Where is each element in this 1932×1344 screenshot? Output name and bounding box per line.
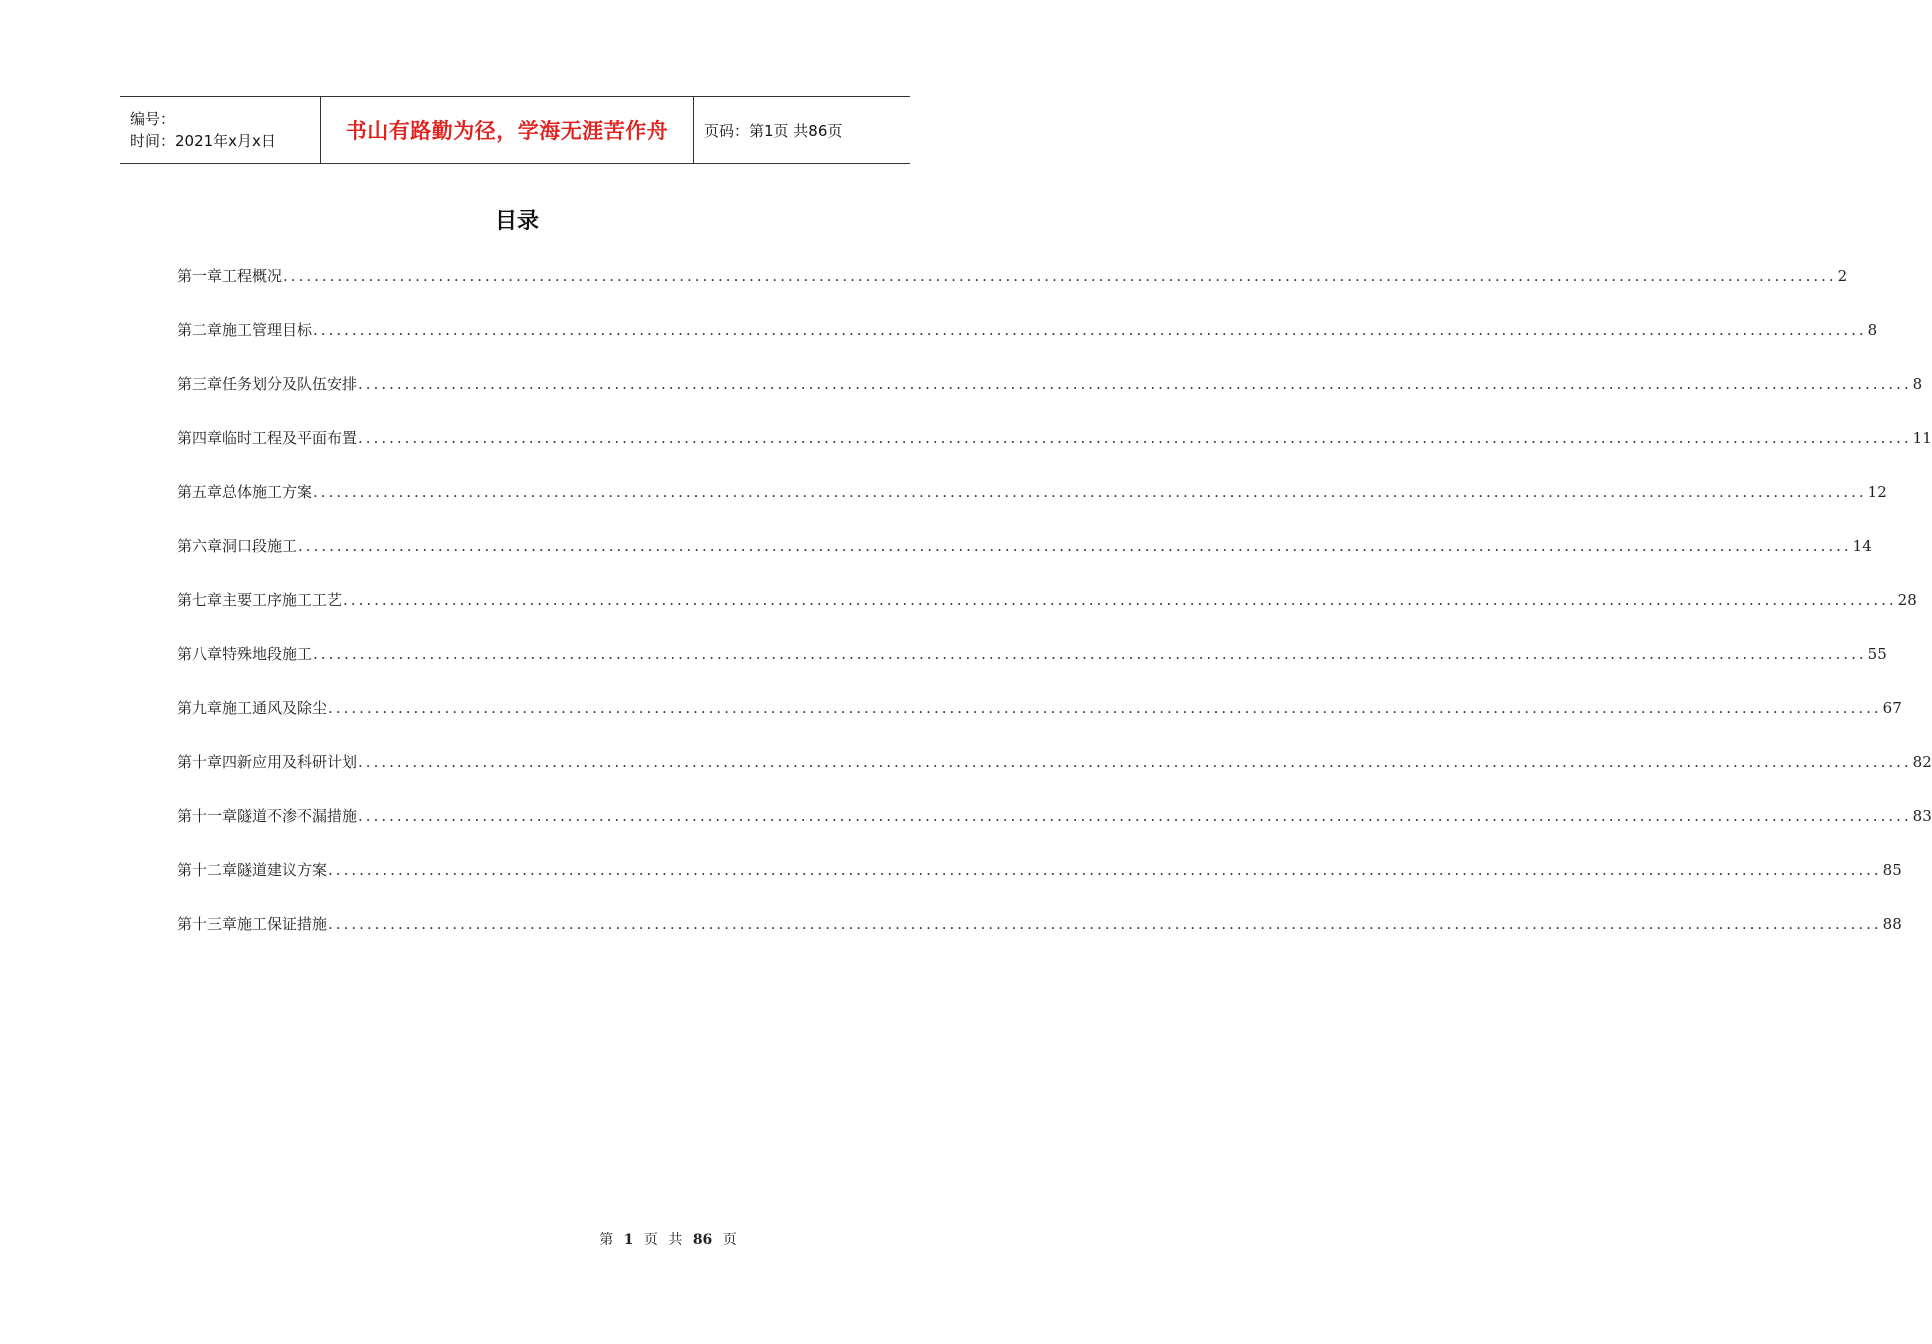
toc-dot-leader: ........................................................................................................................................................................................................ [343,591,1897,609]
toc-page-number: 28 [1897,591,1917,609]
toc-title: 目录 [494,209,539,234]
toc-dot-leader: ........................................................................................................................................................................................................ [358,753,1912,771]
toc-page-number: 2 [1837,267,1848,285]
toc-chapter-number: 第一章 [177,267,223,285]
toc-chapter-title: 隧道建议方案 [237,861,328,879]
toc-chapter-number: 第六章 [177,537,223,555]
toc-chapter-number: 第四章 [177,429,223,447]
toc-chapter-title: 施工通风及除尘 [222,699,328,717]
toc-entry[interactable] [177,694,1902,748]
toc-dot-leader: ........................................................................................................................................................................................................ [328,699,1882,717]
footer-suffix: 页 [722,1232,737,1248]
toc-entry[interactable] [177,316,1878,370]
toc-chapter-title: 特殊地段施工 [222,645,313,663]
footer-current-page: 1 [623,1232,634,1248]
toc-page-number: 85 [1882,861,1902,879]
toc-chapter-title: 四新应用及科研计划 [222,753,358,771]
document-time-label: 时间：2021年x月x日 [130,132,276,150]
toc-chapter-number: 第二章 [177,321,223,339]
toc-chapter-number: 第十一章 [177,807,238,825]
toc-chapter-number: 第七章 [177,591,223,609]
header-slogan: 书山有路勤为径，学海无涯苦作舟 [321,97,694,163]
toc-chapter-title: 施工保证措施 [237,915,328,933]
toc-dot-leader: ........................................................................................................................................................................................................ [328,861,1882,879]
toc-page-number: 12 [1867,483,1887,501]
toc-chapter-title: 主要工序施工工艺 [222,591,343,609]
toc-entry[interactable] [177,532,1872,586]
toc-page-number: 8 [1867,321,1878,339]
toc-dot-leader: ........................................................................................................................................................................................................ [358,807,1912,825]
toc-chapter-number: 第五章 [177,483,223,501]
toc-entry[interactable] [177,856,1902,910]
toc-page-number: 82 [1912,753,1932,771]
toc-entry[interactable] [177,586,1917,640]
table-of-contents [177,262,1932,964]
toc-chapter-title: 洞口段施工 [222,537,298,555]
toc-entry[interactable] [177,262,1848,316]
toc-page-number: 55 [1867,645,1887,663]
document-number-label: 编号： [130,110,176,128]
toc-entry[interactable] [177,370,1923,424]
toc-chapter-title: 临时工程及平面布置 [222,429,358,447]
toc-page-number: 14 [1852,537,1872,555]
toc-chapter-number: 第十二章 [177,861,238,879]
toc-chapter-title: 施工管理目标 [222,321,313,339]
header-page-info: 页码：第1页 共86页 [704,121,843,140]
toc-entry[interactable] [177,910,1902,964]
toc-page-number: 11 [1912,429,1932,447]
toc-dot-leader: ........................................................................................................................................................................................................ [313,645,1867,663]
footer-prefix: 第 [599,1232,614,1248]
footer-total-pages: 86 [692,1232,713,1248]
toc-page-number: 83 [1912,807,1932,825]
toc-chapter-number: 第九章 [177,699,223,717]
toc-chapter-number: 第三章 [177,375,223,393]
toc-entry[interactable] [177,802,1932,856]
toc-dot-leader: ........................................................................................................................................................................................................ [298,537,1852,555]
header-meta-cell [120,97,321,163]
toc-dot-leader: ........................................................................................................................................................................................................ [313,483,1867,501]
toc-page-number: 67 [1882,699,1902,717]
toc-page-number: 88 [1882,915,1902,933]
toc-dot-leader: ........................................................................................................................................................................................................ [283,267,1837,285]
toc-dot-leader: ........................................................................................................................................................................................................ [358,429,1912,447]
toc-entry[interactable] [177,424,1932,478]
toc-dot-leader: ........................................................................................................................................................................................................ [313,321,1867,339]
toc-chapter-title: 总体施工方案 [222,483,313,501]
toc-page-number: 8 [1912,375,1923,393]
toc-dot-leader: ........................................................................................................................................................................................................ [358,375,1912,393]
toc-dot-leader: ........................................................................................................................................................................................................ [328,915,1882,933]
toc-chapter-number: 第八章 [177,645,223,663]
toc-chapter-title: 任务划分及队伍安排 [222,375,358,393]
toc-entry[interactable] [177,478,1887,532]
toc-chapter-number: 第十章 [177,753,223,771]
page-footer [0,1229,1336,1249]
toc-chapter-title: 工程概况 [222,267,283,285]
toc-entry[interactable] [177,748,1932,802]
toc-chapter-title: 隧道不渗不漏措施 [237,807,358,825]
toc-chapter-number: 第十三章 [177,915,238,933]
toc-entry[interactable] [177,640,1887,694]
document-header [120,96,910,164]
footer-middle: 页 共 [643,1232,683,1248]
